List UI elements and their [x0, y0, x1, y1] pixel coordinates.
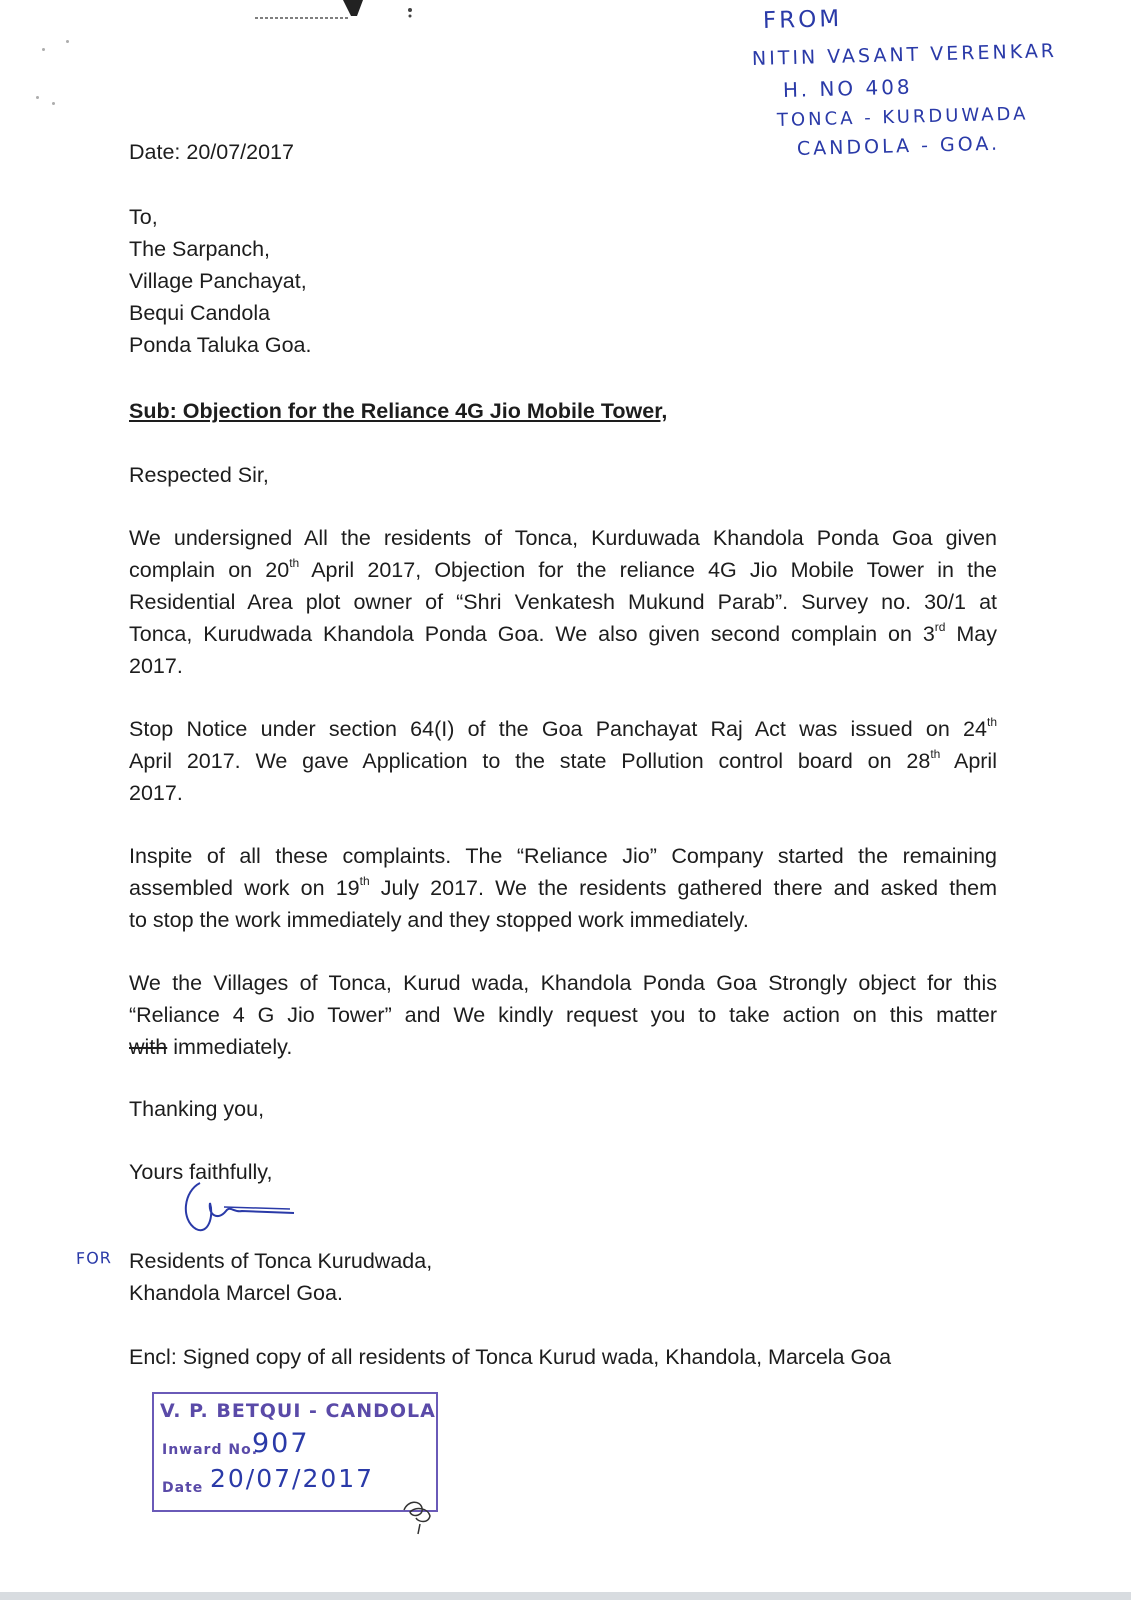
closing-line: Residents of Tonca Kurudwada,	[129, 1249, 433, 1273]
paragraph-3	[129, 844, 997, 869]
paragraph-line: We undersigned All the residents of Tonca, Kurduwada Khandola Ponda Goa given	[129, 526, 997, 550]
scan-speck	[42, 48, 45, 51]
paragraph-line: We the Villages of Tonca, Kurud wada, Khandola Ponda Goa Strongly object for this	[129, 971, 997, 995]
paragraph-1	[129, 590, 997, 615]
scan-edge	[0, 1592, 1131, 1600]
recipient-line: The Sarpanch,	[129, 237, 271, 261]
sender-locality: TONCA - KURDUWADA	[776, 103, 1029, 131]
paragraph-line: Inspite of all these complaints. The “Reliance Jio” Company started the remaining	[129, 844, 997, 868]
paragraph-line: April 2017. We gave Application to the state Pollution control board on 28th April	[129, 746, 997, 773]
paragraph-line: Residential Area plot owner of “Shri Venkatesh Mukund Parab”. Survey no. 30/1 at	[129, 590, 997, 614]
stamp-initials	[398, 1496, 438, 1536]
paragraph-1	[129, 555, 997, 583]
enclosure: Encl: Signed copy of all residents of Tonca Kurud wada, Khandola, Marcela Goa	[129, 1345, 892, 1369]
recipient-to: To,	[129, 205, 158, 229]
scan-speck	[36, 96, 39, 99]
paragraph-4	[129, 1003, 997, 1028]
paragraph-line: Stop Notice under section 64(I) of the Goa Panchayat Raj Act was issued on 24th	[129, 714, 997, 741]
closing-for: FOR	[75, 1248, 113, 1268]
letter-date: Date: 20/07/2017	[129, 140, 294, 164]
paragraph-line: 2017.	[129, 781, 183, 805]
paragraph-line: 2017.	[129, 654, 183, 678]
paragraph-3	[129, 873, 997, 901]
inward-stamp	[152, 1392, 438, 1512]
letter-subject: Sub: Objection for the Reliance 4G Jio Mobile Tower,	[129, 399, 668, 423]
salutation: Respected Sir,	[129, 463, 269, 487]
scan-speck	[52, 102, 55, 105]
stamp-date: 20/07/2017	[210, 1464, 375, 1493]
paragraph-4	[129, 971, 997, 996]
recipient-line: Bequi Candola	[129, 301, 271, 325]
recipient-line: Ponda Taluka Goa.	[129, 333, 312, 357]
struck-word: with	[129, 1035, 168, 1059]
paragraph-2	[129, 746, 997, 774]
closing-thanks: Thanking you,	[129, 1097, 265, 1121]
stamp-date-label: Date	[162, 1480, 204, 1496]
paragraph-line: Tonca, Kurudwada Khandola Ponda Goa. We also given second complain on 3rd May	[129, 619, 997, 646]
paragraph-1	[129, 526, 997, 551]
closing-yours: Yours faithfully,	[129, 1160, 273, 1184]
paragraph-line: “Reliance 4 G Jio Tower” and We kindly request you to take action on this matter	[129, 1003, 997, 1027]
paragraph-line: to stop the work immediately and they stopped work immediately.	[129, 908, 749, 932]
sender-from: FROM	[762, 5, 843, 34]
paragraph-2	[129, 714, 997, 742]
paragraph-line: with immediately.	[129, 1035, 293, 1059]
scan-mark	[255, 0, 425, 26]
paragraph-1	[129, 619, 997, 647]
scan-speck	[66, 40, 69, 43]
stamp-inward-number: 907	[252, 1428, 310, 1459]
sender-name: NITIN VASANT VERENKAR	[751, 40, 1058, 70]
signature	[178, 1177, 308, 1237]
closing-line: Khandola Marcel Goa.	[129, 1281, 343, 1305]
recipient-line: Village Panchayat,	[129, 269, 307, 293]
sender-house: H. NO 408	[782, 74, 913, 102]
paragraph-line: assembled work on 19th July 2017. We the residents gathered there and asked them	[129, 873, 997, 900]
stamp-inward-label: Inward No.	[162, 1442, 259, 1458]
paragraph-line: complain on 20th April 2017, Objection for the reliance 4G Jio Mobile Tower in the	[129, 555, 997, 582]
sender-place: CANDOLA - GOA.	[796, 132, 1001, 160]
stamp-title: V. P. BETQUI - CANDOLA	[160, 1400, 436, 1422]
